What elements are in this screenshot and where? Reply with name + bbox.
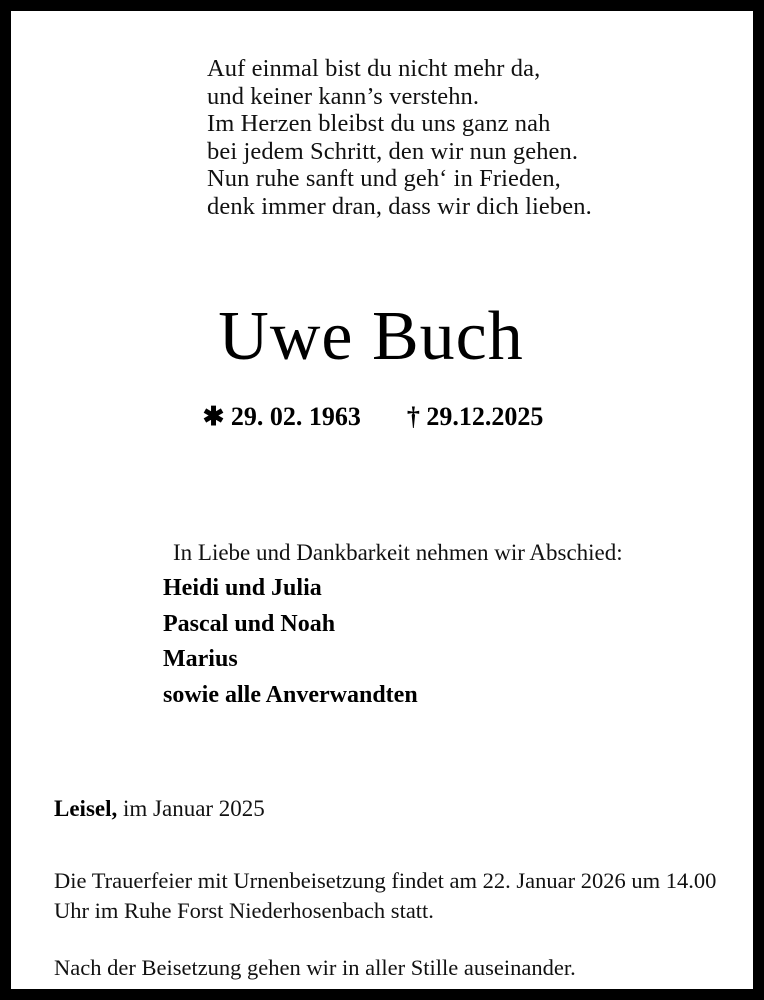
birth-date-group: [203, 401, 361, 433]
ceremony-info: Die Trauerfeier mit Urnenbeisetzung findet am 22. Januar 2026 um 14.00 Uhr im Ruhe Forst Niederhosenbach statt.: [54, 868, 717, 923]
mourners-intro: In Liebe und Dankbarkeit nehmen wir Abschied:: [173, 540, 623, 565]
place-name: Leisel,: [54, 796, 118, 821]
birth-date: 29. 02. 1963: [230, 402, 361, 431]
verse-line: denk immer dran, dass wir dich lieben.: [207, 192, 592, 220]
notice-month: im Januar 2025: [117, 796, 265, 821]
memorial-verse: [207, 55, 727, 221]
mourner-name: Heidi und Julia: [163, 575, 322, 601]
death-date-group: [407, 401, 544, 433]
verse-line: bei jedem Schritt, den wir nun gehen.: [207, 137, 579, 165]
funeral-details: [54, 866, 744, 983]
verse-line: und keiner kann’s verstehn.: [207, 82, 480, 110]
place-and-date: [54, 794, 265, 824]
verse-line: Auf einmal bist du nicht mehr da,: [207, 55, 541, 82]
after-ceremony-info: Nach der Beisetzung gehen wir in aller Stille auseinander.: [54, 955, 576, 980]
obituary-content: [11, 11, 753, 989]
verse-line: Im Herzen bleibst du uns ganz nah: [207, 110, 551, 138]
death-cross-icon: †: [406, 402, 420, 431]
deceased-name: Uwe Buch: [218, 298, 524, 375]
mourner-name: Pascal und Noah: [163, 610, 336, 637]
mourner-name: Marius: [163, 646, 238, 672]
mourner-name: sowie alle Anverwandten: [163, 681, 418, 708]
verse-line: Nun ruhe sanft und geh‘ in Frieden,: [207, 165, 561, 193]
birth-star-icon: ✱: [202, 402, 225, 431]
mourners-block: [163, 538, 723, 710]
life-dates: [11, 401, 753, 433]
death-date: 29.12.2025: [426, 402, 544, 431]
